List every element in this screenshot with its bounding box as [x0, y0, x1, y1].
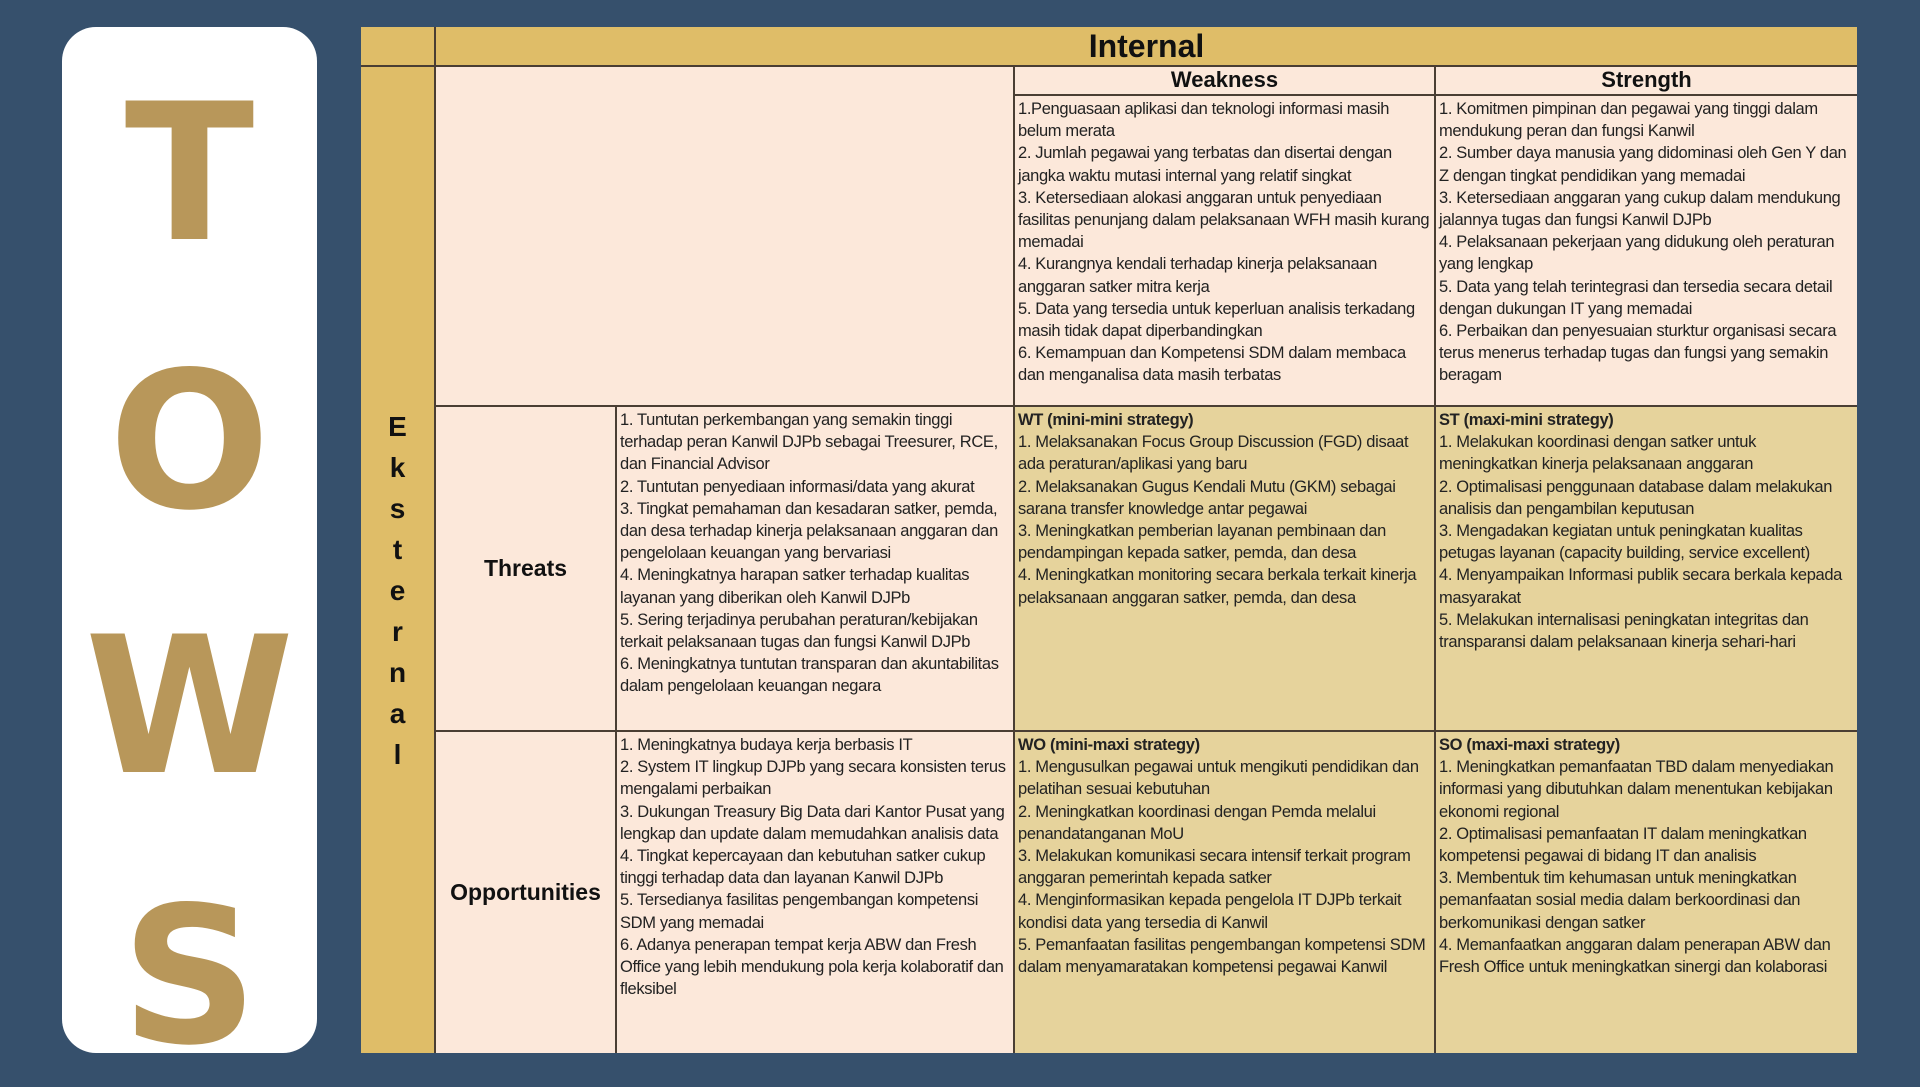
list-item: 4. Memanfaatkan anggaran dalam penerapan ABW dan Fresh Office untuk meningkatkan sinergi dan kolaborasi: [1439, 935, 1831, 977]
list-item: 3. Melakukan komunikasi secara intensif terkait program anggaran pemerintah kepada satker: [1018, 847, 1411, 888]
eksternal-letter: s: [389, 492, 406, 524]
weakness-header: Weakness: [1015, 67, 1436, 96]
so-strategy-cell: [1436, 732, 1857, 1053]
list-item: 2. Tuntutan penyediaan informasi/data yang akurat: [620, 477, 975, 496]
list-item: 5. Melakukan internalisasi peningkatan integritas dan transparansi dalam pelaksanaan kinerja sehari-hari: [1439, 610, 1809, 652]
threats-label: Threats: [436, 407, 617, 732]
list-item: 3. Meningkatkan pemberian layanan pembinaan dan pendampingan kepada satker, pemda, dan desa: [1018, 522, 1386, 563]
list-item: 1. Mengusulkan pegawai untuk mengikuti pendidikan dan pelatihan sesuai kebutuhan: [1018, 758, 1419, 799]
eksternal-letter: r: [392, 615, 403, 647]
strategy-title: ST (maxi-mini strategy): [1439, 411, 1614, 429]
tows-logo-card: [62, 27, 317, 1087]
list-item: 4. Tingkat kepercayaan dan kebutuhan satker cukup tinggi terhadap data dan layanan Kanwil DJPb: [620, 847, 986, 888]
list-item: 3. Ketersediaan anggaran yang cukup dalam mendukung jalannya tugas dan fungsi Kanwil DJPb: [1439, 188, 1841, 230]
list-item: 5. Sering terjadinya perubahan peraturan/kebijakan terkait pelaksanaan tugas dan fungsi Kanwil DJPb: [620, 610, 978, 652]
list-item: 2. Melaksanakan Gugus Kendali Mutu (GKM) sebagai sarana transfer knowledge antar pegawai: [1018, 477, 1396, 518]
list-item: 2. Optimalisasi penggunaan database dalam melakukan analisis dan pengambilan keputusan: [1439, 477, 1833, 518]
list-item: 1. Meningkatkan pemanfaatan TBD dalam menyediakan informasi yang dibutuhkan dalam menentukan kebijakan ekonomi regional: [1439, 758, 1834, 821]
list-item: 3. Membentuk tim kehumasan untuk meningkatkan pemanfaatan sosial media dalam berkoordinasi dan berkomunikasi dengan satker: [1439, 869, 1801, 932]
list-item: 5. Pemanfaatan fasilitas pengembangan kompetensi SDM dalam menyamaratakan kompetensi pegawai Kanwil: [1018, 935, 1426, 977]
list-item: 3. Ketersediaan alokasi anggaran untuk penyediaan fasilitas penunjang dalam pelaksanaan WFH masih kurang memadai: [1018, 188, 1430, 252]
list-item: 6. Kemampuan dan Kompetensi SDM dalam membaca dan menganalisa data masih terbatas: [1018, 344, 1406, 385]
list-item: 2. Sumber daya manusia yang didominasi oleh Gen Y dan Z dengan tingkat pendidikan yang memadai: [1439, 144, 1847, 185]
wt-strategy-cell: [1015, 407, 1436, 732]
eksternal-letter: a: [389, 697, 406, 729]
list-item: 1. Melaksanakan Focus Group Discussion (FGD) disaat ada peraturan/aplikasi yang baru: [1018, 433, 1409, 474]
corner-cell: [361, 27, 436, 67]
list-item: 2. Jumlah pegawai yang terbatas dan disertai dengan jangka waktu mutasi internal yang relatif singkat: [1018, 144, 1392, 185]
eksternal-letter: E: [388, 410, 407, 442]
list-item: 2. Meningkatkan koordinasi dengan Pemda melalui penandatanganan MoU: [1018, 802, 1376, 843]
list-item: 3. Dukungan Treasury Big Data dari Kantor Pusat yang lengkap dan update dalam memudahkan analisis data: [620, 802, 1005, 843]
logo-letter-w: W: [84, 596, 295, 817]
eksternal-letter: t: [392, 533, 403, 565]
st-strategy-cell: [1436, 407, 1857, 732]
list-item: 4. Menginformasikan kepada pengelola IT DJPb terkait kondisi data yang tersedia di Kanwil: [1018, 891, 1402, 932]
strategy-title: WO (mini-maxi strategy): [1018, 736, 1200, 754]
logo-letter-o: O: [108, 331, 271, 552]
wo-strategy-cell: [1015, 732, 1436, 1053]
list-item: 4. Menyampaikan Informasi publik secara berkala kepada masyarakat: [1439, 566, 1842, 607]
list-item: 4. Pelaksanaan pekerjaan yang didukung oleh peraturan yang lengkap: [1439, 233, 1835, 274]
strength-list: [1436, 96, 1857, 407]
logo-letter-t: T: [124, 63, 255, 284]
tows-matrix-table: [361, 27, 1857, 1053]
empty-cell: [436, 67, 1015, 407]
weakness-list: [1015, 96, 1436, 407]
list-item: 3. Mengadakan kegiatan untuk peningkatan kualitas petugas layanan (capacity building, service excellent): [1439, 522, 1810, 563]
list-item: 6. Perbaikan dan penyesuaian sturktur organisasi secara terus menerus terhadap tugas dan fungsi yang semakin beragam: [1439, 322, 1837, 385]
list-item: 6. Meningkatnya tuntutan transparan dan akuntabilitas dalam pengelolaan keuangan negara: [620, 655, 999, 696]
list-item: 2. Optimalisasi pemanfaatan IT dalam meningkatkan kompetensi pegawai di bidang IT dan analisis: [1439, 824, 1807, 866]
list-item: 5. Data yang tersedia untuk keperluan analisis terkadang masih tidak dapat diperbandingkan: [1018, 299, 1415, 341]
strategy-title: WT (mini-mini strategy): [1018, 411, 1194, 429]
list-item: 5. Tersedianya fasilitas pengembangan kompetensi SDM yang memadai: [620, 891, 979, 932]
list-item: 3. Tingkat pemahaman dan kesadaran satker, pemda, dan desa terhadap kinerja pelaksanaan anggaran dan pengelolaan keuangan yang bervariasi: [620, 499, 998, 563]
list-item: 2. System IT lingkup DJPb yang secara konsisten terus mengalami perbaikan: [620, 758, 1006, 799]
opportunities-list: [617, 732, 1015, 1053]
list-item: 1.Penguasaan aplikasi dan teknologi informasi masih belum merata: [1018, 100, 1390, 141]
strength-header: Strength: [1436, 67, 1857, 96]
strategy-title: SO (maxi-maxi strategy): [1439, 736, 1620, 754]
list-item: 4. Meningkatkan monitoring secara berkala terkait kinerja pelaksanaan anggaran satker, pemda, dan desa: [1018, 566, 1417, 607]
opportunities-label: Opportunities: [436, 732, 617, 1053]
list-item: 1. Meningkatnya budaya kerja berbasis IT: [620, 736, 913, 754]
list-item: 6. Adanya penerapan tempat kerja ABW dan Fresh Office yang lebih mendukung pola kerja kolaboratif dan fleksibel: [620, 935, 1004, 999]
eksternal-letter: k: [389, 451, 406, 483]
eksternal-label: [361, 67, 436, 1053]
list-item: 1. Tuntutan perkembangan yang semakin tinggi terhadap peran Kanwil DJPb sebagai Treesurer, RCE, dan Financial Advisor: [620, 411, 998, 474]
eksternal-letter: l: [393, 738, 402, 770]
threats-list: [617, 407, 1015, 732]
internal-header: Internal: [436, 27, 1857, 67]
list-item: 1. Melakukan koordinasi dengan satker untuk meningkatkan kinerja pelaksanaan anggaran: [1439, 433, 1756, 474]
list-item: 4. Meningkatnya harapan satker terhadap kualitas layanan yang diberikan oleh Kanwil DJPb: [620, 566, 970, 607]
list-item: 5. Data yang telah terintegrasi dan tersedia secara detail dengan dukungan IT yang memadai: [1439, 277, 1833, 318]
eksternal-letter: n: [388, 656, 407, 688]
list-item: 4. Kurangnya kendali terhadap kinerja pelaksanaan anggaran satker mitra kerja: [1018, 255, 1377, 296]
eksternal-letter: e: [389, 574, 406, 606]
logo-letter-s: S: [121, 866, 258, 1087]
list-item: 1. Komitmen pimpinan dan pegawai yang tinggi dalam mendukung peran dan fungsi Kanwil: [1439, 100, 1818, 141]
